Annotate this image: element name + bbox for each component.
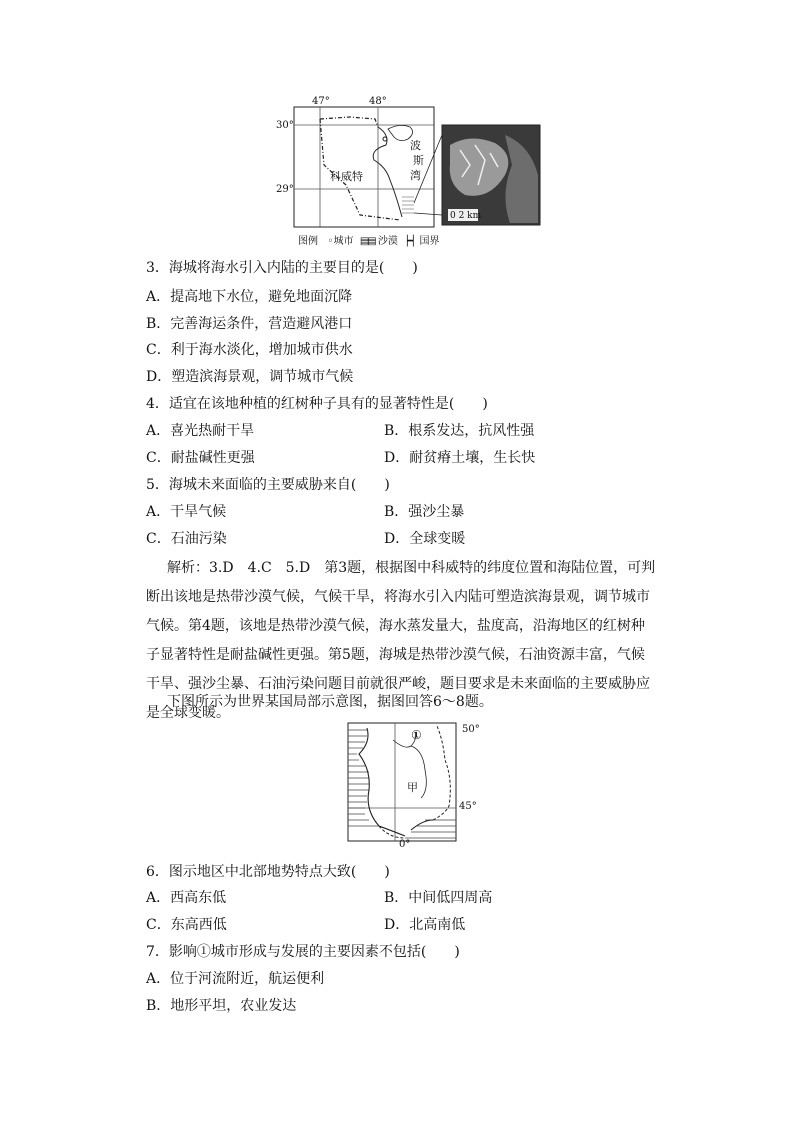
question-7-stem: 7．影响①城市形成与发展的主要因素不包括( ) (146, 944, 460, 960)
city-symbol-icon: ◦ (327, 236, 334, 247)
map-legend (298, 232, 440, 247)
question-4-option-b: B．根系发达，抗风性强 (384, 423, 535, 439)
question-6-option-a: A．西高东低 (146, 890, 227, 906)
question-6-option-d: D．北高南低 (384, 917, 466, 933)
lat-label-50: 50° (462, 724, 480, 735)
legend-title: 图例 (298, 236, 318, 247)
legend-city: 城市 (333, 236, 354, 247)
label-gulf-1: 波 (410, 139, 421, 152)
question-6-option-c: C．东高西低 (146, 917, 227, 933)
question-6-option-b: B．中间低四周高 (384, 890, 493, 906)
analysis-paragraph: 解析：3.D 4.C 5.D 第3题，根据图中科威特的纬度位置和海陆位置，可判断出该地是热带沙漠气候，气候干旱，将海水引入内陆可塑造滨海景观，调节城市气候。第4题，该地是热带沙漠气候，海水蒸发量大，盐度高，沿海地区的红树种子显著特性是耐盐碱性更强。第5题，海城是热带沙漠气候，石油资源丰富，气候干旱、强沙尘暴、石油污染问题目前就很严峻，题目要求是未来面临的主要威胁应是全球变暖。 (146, 560, 656, 721)
question-5-stem: 5．海城未来面临的主要威胁来自( ) (146, 477, 390, 493)
legend-border: 国界 (419, 236, 440, 247)
label-gulf-3: 湾 (410, 169, 421, 182)
question-5-option-c: C．石油污染 (146, 531, 227, 547)
question-3-stem: 3．海城将海水引入内陆的主要目的是( ) (146, 260, 418, 276)
scale-label: 0 2 km (450, 211, 482, 221)
question-3-option-d: D．塑造滨海景观，调节城市气候 (146, 369, 354, 385)
question-3-option-a: A．提高地下水位，避免地面沉降 (146, 289, 353, 305)
lat-label-45: 45° (459, 801, 477, 812)
lat-label-30: 30° (276, 120, 294, 131)
country-map-drawing (345, 720, 460, 848)
question-7-option-b: B．地形平坦，农业发达 (146, 998, 297, 1014)
lat-label-29: 29° (276, 184, 294, 195)
question-4-option-c: C．耐盐碱性更强 (146, 450, 255, 466)
desert-symbol-icon: ▤▤ (359, 236, 375, 247)
legend-desert: 沙漠 (377, 236, 398, 247)
question-6-stem: 6．图示地区中北部地势特点大致( ) (146, 864, 390, 880)
intro-questions-6-8: 下图所示为世界某国局部示意图，据图回答6～8题。 (167, 694, 493, 710)
question-3-option-b: B．完善海运条件，营造避风港口 (146, 316, 353, 332)
question-5-option-b: B．强沙尘暴 (384, 504, 465, 520)
question-3-option-c: C．利于海水淡化，增加城市供水 (146, 342, 353, 358)
question-4-option-a: A．喜光热耐干旱 (146, 423, 255, 439)
lon-label-47: 47° (312, 96, 330, 107)
city-marker-1: ① (411, 728, 422, 742)
question-5-option-d: D．全球变暖 (384, 531, 466, 547)
lon-label-48: 48° (369, 96, 387, 107)
label-kuwait: 科威特 (330, 170, 363, 183)
label-gulf-2: 斯 (413, 154, 424, 167)
border-symbol-icon: ┝┥ (404, 236, 417, 247)
region-jia: 甲 (407, 781, 418, 794)
lon-label-0: 0° (399, 839, 411, 850)
question-4-option-d: D．耐贫瘠土壤，生长快 (384, 450, 536, 466)
question-4-stem: 4．适宜在该地种植的红树种子具有的显著特性是( ) (146, 396, 488, 412)
question-5-option-a: A．干旱气候 (146, 504, 227, 520)
question-7-option-a: A．位于河流附近，航运便利 (146, 971, 325, 987)
